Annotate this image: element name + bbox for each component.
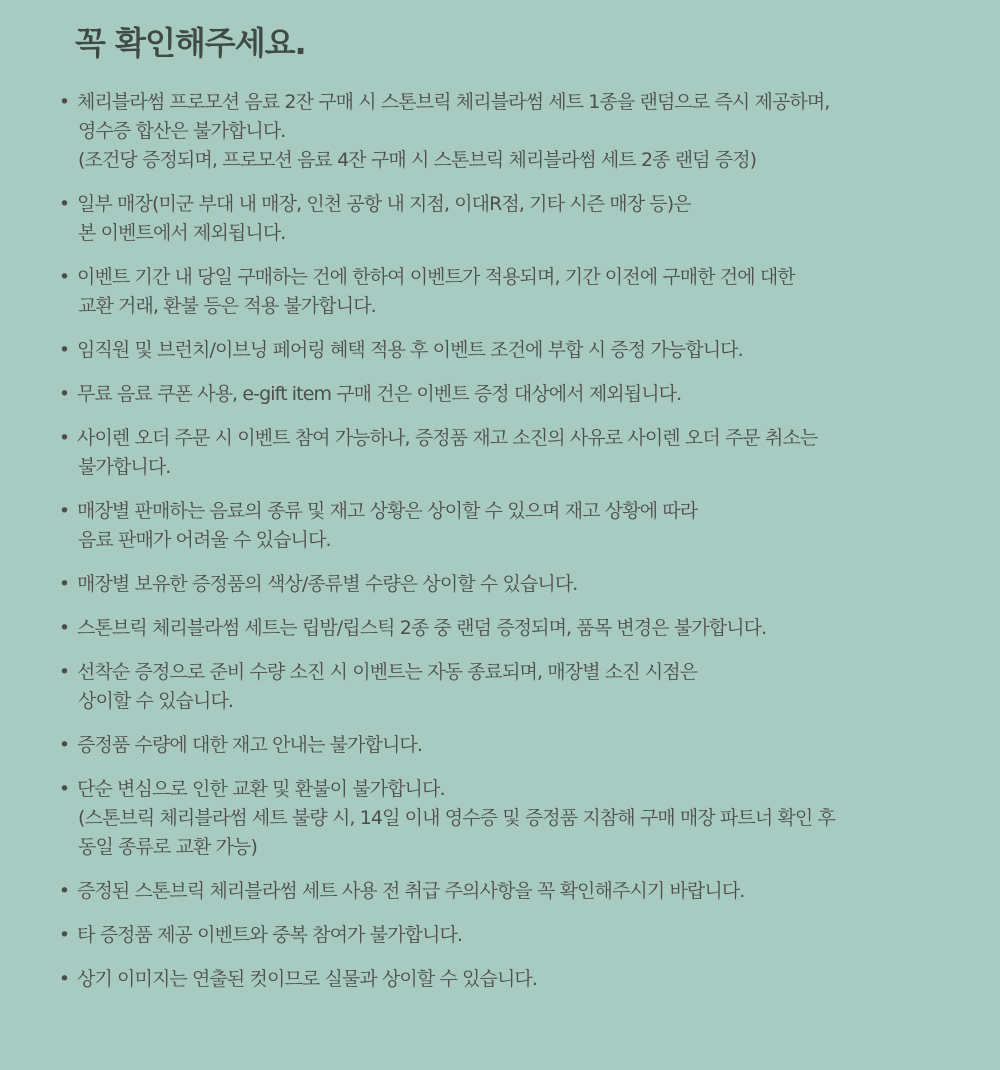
notice-item-line: 증정된 스톤브릭 체리블라썸 세트 사용 전 취급 주의사항을 꼭 확인해주시기 바랍니다.	[77, 880, 745, 902]
notice-item-line: 영수증 합산은 불가합니다.	[78, 120, 286, 142]
notice-item-line: 불가합니다.	[78, 456, 171, 478]
bullet-icon: •	[58, 193, 70, 215]
notice-item	[0, 570, 1000, 599]
bullet-icon: •	[58, 617, 70, 639]
notice-item-line: 스톤브릭 체리블라썸 세트는 립밤/립스틱 2종 중 랜덤 증정되며, 품목 변경은 불가합니다.	[77, 617, 767, 639]
bullet-icon: •	[58, 661, 70, 683]
notice-item-line: 음료 판매가 어려울 수 있습니다.	[78, 529, 331, 551]
notice-item	[0, 775, 1000, 862]
notice-item	[0, 965, 1000, 994]
notice-item	[0, 424, 1000, 482]
notice-item	[0, 497, 1000, 555]
notice-item	[0, 190, 1000, 248]
notice-item	[0, 877, 1000, 906]
notice-title: 꼭 확인해주세요.	[75, 24, 306, 62]
bullet-icon: •	[58, 266, 70, 288]
bullet-icon: •	[58, 500, 70, 522]
bullet-icon: •	[58, 91, 70, 113]
notice-item-line: 상기 이미지는 연출된 컷이므로 실물과 상이할 수 있습니다.	[77, 968, 538, 990]
notice-item-line: 일부 매장(미군 부대 내 매장, 인천 공항 내 지점, 이대R점, 기타 시즌 매장 등)은	[77, 193, 691, 215]
notice-item	[0, 731, 1000, 760]
notice-item-line: 선착순 증정으로 준비 수량 소진 시 이벤트는 자동 종료되며, 매장별 소진 시점은	[77, 661, 698, 683]
bullet-icon: •	[58, 734, 70, 756]
notice-item-line: 상이할 수 있습니다.	[78, 690, 234, 712]
notice-item	[0, 336, 1000, 365]
notice-item-line: 타 증정품 제공 이벤트와 중복 참여가 불가합니다.	[77, 924, 463, 946]
bullet-icon: •	[58, 968, 70, 990]
notice-item-line: 무료 음료 쿠폰 사용, e-gift item 구매 건은 이벤트 증정 대상에서 제외됩니다.	[77, 383, 682, 405]
notice-list	[0, 88, 1000, 1009]
notice-item	[0, 658, 1000, 716]
bullet-icon: •	[58, 427, 70, 449]
bullet-icon: •	[58, 573, 70, 595]
notice-item	[0, 88, 1000, 175]
notice-item-line: 단순 변심으로 인한 교환 및 환불이 불가합니다.	[77, 778, 445, 800]
notice-item-line: 본 이벤트에서 제외됩니다.	[78, 222, 286, 244]
notice-item-line: 매장별 판매하는 음료의 종류 및 재고 상황은 상이할 수 있으며 재고 상황에 따라	[77, 500, 698, 522]
notice-item-line: 임직원 및 브런치/이브닝 페어링 혜택 적용 후 이벤트 조건에 부합 시 증정 가능합니다.	[77, 339, 743, 361]
notice-item-line: 증정품 수량에 대한 재고 안내는 불가합니다.	[77, 734, 423, 756]
notice-item	[0, 921, 1000, 950]
notice-item	[0, 614, 1000, 643]
notice-item	[0, 263, 1000, 321]
bullet-icon: •	[58, 924, 70, 946]
bullet-icon: •	[58, 339, 70, 361]
notice-item-line: 매장별 보유한 증정품의 색상/종류별 수량은 상이할 수 있습니다.	[77, 573, 578, 595]
notice-item	[0, 380, 1000, 409]
bullet-icon: •	[58, 778, 70, 800]
notice-item-line: 사이렌 오더 주문 시 이벤트 참여 가능하나, 증정품 재고 소진의 사유로 사이렌 오더 주문 취소는	[77, 427, 818, 449]
notice-item-line: 이벤트 기간 내 당일 구매하는 건에 한하여 이벤트가 적용되며, 기간 이전에 구매한 건에 대한	[77, 266, 795, 288]
notice-item-line: (조건당 증정되며, 프로모션 음료 4잔 구매 시 스톤브릭 체리블라썸 세트 2종 랜덤 증정)	[78, 149, 757, 171]
bullet-icon: •	[58, 383, 70, 405]
notice-item-line: 교환 거래, 환불 등은 적용 불가합니다.	[78, 295, 376, 317]
notice-item-line: 체리블라썸 프로모션 음료 2잔 구매 시 스톤브릭 체리블라썸 세트 1종을 랜덤으로 즉시 제공하며,	[77, 91, 830, 113]
bullet-icon: •	[58, 880, 70, 902]
notice-item-line: 동일 종류로 교환 가능)	[78, 836, 258, 858]
notice-item-line: (스톤브릭 체리블라썸 세트 불량 시, 14일 이내 영수증 및 증정품 지참해 구매 매장 파트너 확인 후	[78, 807, 835, 829]
